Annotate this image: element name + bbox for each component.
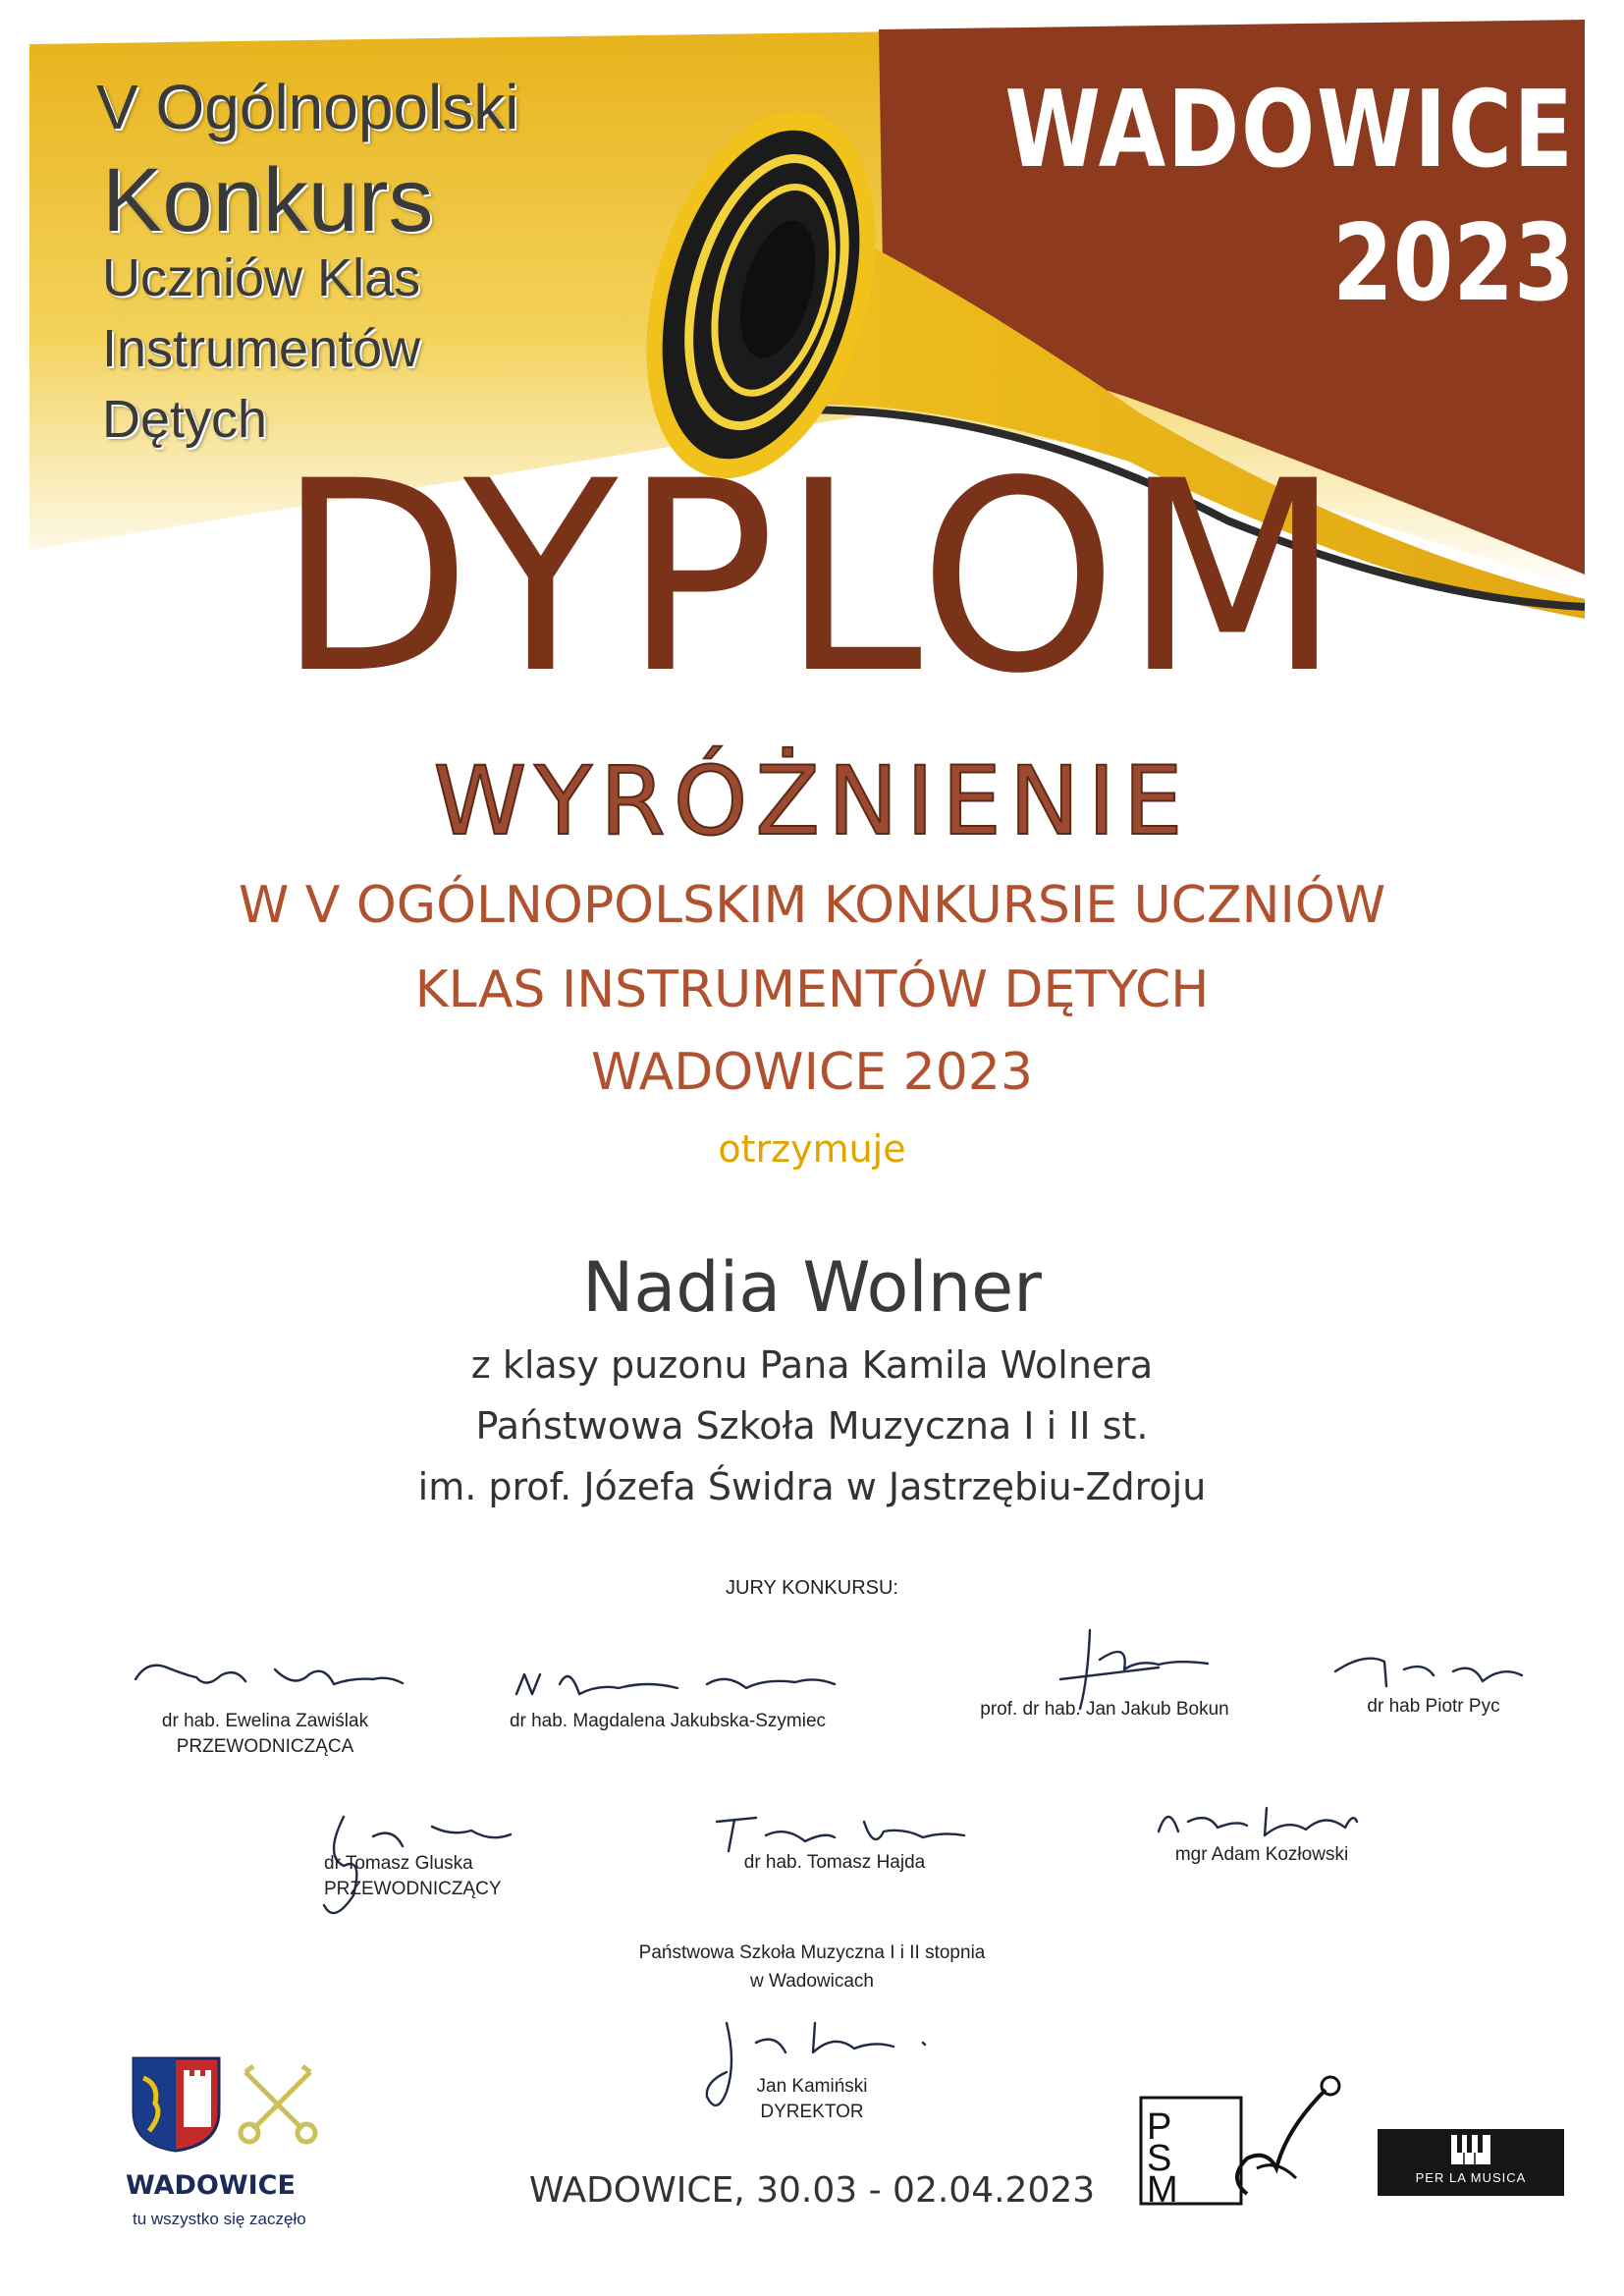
jury-member-5-name: dr Tomasz Gluska — [324, 1853, 473, 1874]
per-la-musica-logo — [1378, 2129, 1564, 2196]
jury-member-7 — [1139, 1842, 1384, 1868]
city-logo-text: WADOWICE — [126, 2170, 296, 2201]
jury-member-7-name: mgr Adam Kozłowski — [1174, 1844, 1349, 1865]
header-year: 2023 — [1332, 202, 1575, 325]
jury-member-3 — [943, 1697, 1267, 1722]
jury-heading: JURY KONKURSU: — [726, 1577, 898, 1599]
contest-subtitle-1: Uczniów Klas — [102, 248, 421, 307]
jury-member-6-name: dr hab. Tomasz Hajda — [743, 1852, 926, 1873]
competition-line-1: W V OGÓLNOPOLSKIM KONKURSIE UCZNIÓW — [238, 876, 1386, 935]
jury-member-6 — [717, 1850, 952, 1876]
receives-text: otrzymuje — [718, 1127, 906, 1171]
svg-text:P: P — [1147, 2106, 1172, 2148]
signature-jakubska — [511, 1655, 844, 1714]
director-name: Jan Kamiński — [756, 2076, 868, 2097]
crossed-keys-icon — [234, 2060, 322, 2149]
contest-title: Konkurs — [102, 150, 434, 250]
jury-member-5 — [324, 1851, 540, 1901]
director — [714, 2074, 910, 2124]
svg-text:M: M — [1147, 2169, 1178, 2208]
psm-logo-icon — [1139, 2070, 1345, 2208]
piano-keys-icon — [1451, 2135, 1490, 2164]
jury-member-2-name: dr hab. Magdalena Jakubska-Szymiec — [509, 1711, 827, 1731]
contest-subtitle-2: Instrumentów — [102, 319, 421, 378]
jury-member-1-role: PRZEWODNICZĄCA — [176, 1735, 354, 1757]
jury-member-1-name: dr hab. Ewelina Zawiślak — [161, 1711, 369, 1731]
organizer-line-1: Państwowa Szkoła Muzyczna I i II stopnia — [638, 1942, 986, 1963]
jury-member-3-name: prof. dr hab. Jan Jakub Bokun — [980, 1699, 1229, 1720]
diploma-title: DYPLOM — [277, 425, 1347, 732]
signature-zawislak — [128, 1650, 412, 1709]
recipient-class: z klasy puzonu Pana Kamila Wolnera — [470, 1343, 1154, 1387]
organizer-school — [0, 1939, 1624, 1996]
svg-text:S: S — [1147, 2138, 1172, 2179]
director-role: DYREKTOR — [760, 2101, 864, 2122]
per-la-musica-label: PER LA MUSICA — [1415, 2170, 1527, 2185]
contest-ordinal: V Ogólnopolski — [96, 72, 519, 142]
competition-line-2: KLAS INSTRUMENTÓW DĘTYCH — [414, 960, 1210, 1019]
competition-line-3: WADOWICE 2023 — [591, 1043, 1033, 1102]
jury-member-4 — [1345, 1694, 1522, 1720]
header-city: WADOWICE — [1004, 69, 1575, 191]
recipient-school: Państwowa Szkoła Muzyczna I i II st. — [475, 1404, 1149, 1448]
award-title: WYRÓŻNIENIE — [433, 746, 1191, 856]
jury-member-5-role: PRZEWODNICZĄCY — [324, 1878, 502, 1899]
wadowice-coat-of-arms-icon — [130, 2054, 223, 2153]
city-logo-tagline: tu wszystko się zaczęło — [133, 2210, 306, 2228]
signature-pyc — [1326, 1642, 1532, 1701]
jury-member-4-name: dr hab Piotr Pyc — [1367, 1696, 1500, 1717]
jury-member-2 — [471, 1709, 864, 1734]
event-dates: WADOWICE, 30.03 - 02.04.2023 — [528, 2170, 1096, 2211]
recipient-name: Nadia Wolner — [582, 1247, 1042, 1328]
recipient-school-patron: im. prof. Józefa Świdra w Jastrzębiu-Zdroju — [417, 1465, 1207, 1508]
jury-member-1 — [137, 1709, 393, 1759]
organizer-line-2: w Wadowicach — [749, 1971, 874, 1993]
contest-subtitle-3: Dętych — [102, 390, 268, 449]
